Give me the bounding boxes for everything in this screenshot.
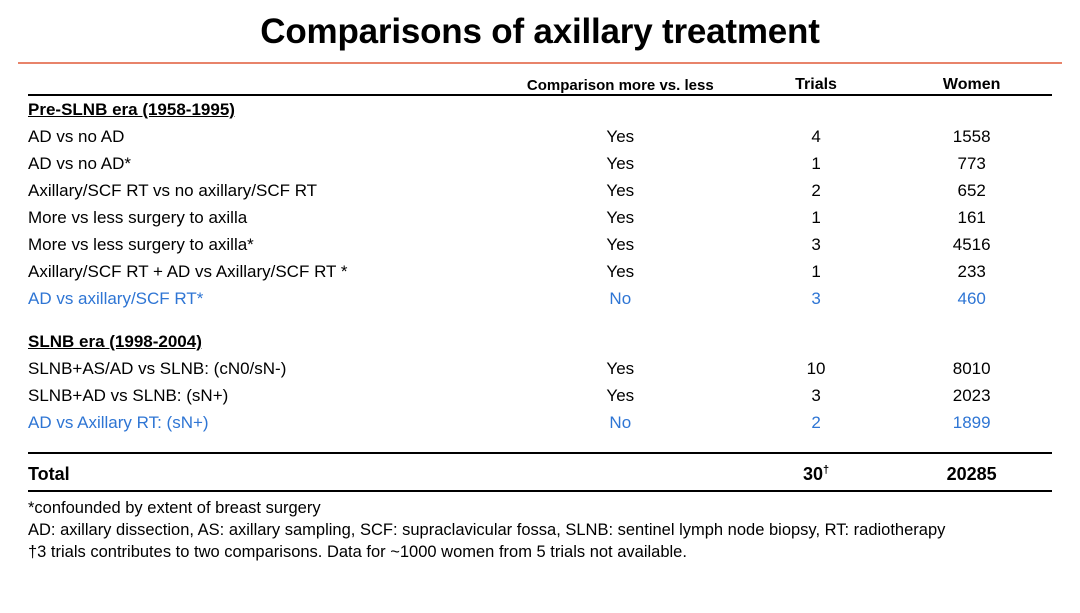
row-label: AD vs no AD* <box>28 154 131 173</box>
row-comparison: No <box>609 413 632 432</box>
row-comparison: Yes <box>606 235 635 254</box>
row-comparison: Yes <box>606 359 635 378</box>
row-women: 1558 <box>952 127 991 146</box>
row-comparison: No <box>609 289 632 308</box>
row-comparison: Yes <box>606 208 635 227</box>
row-label: SLNB+AD vs SLNB: (sN+) <box>28 386 229 405</box>
section-heading-slnb: SLNB era (1998-2004) <box>28 332 202 351</box>
row-women: 773 <box>957 154 986 173</box>
row-trials: 1 <box>811 208 821 227</box>
row-trials: 3 <box>811 289 821 308</box>
row-label: Axillary/SCF RT + AD vs Axillary/SCF RT * <box>28 262 348 281</box>
title-divider <box>18 62 1062 64</box>
row-comparison: Yes <box>606 181 635 200</box>
row-women: 8010 <box>952 359 991 378</box>
table-row <box>28 285 1052 312</box>
row-label: Axillary/SCF RT vs no axillary/SCF RT <box>28 181 318 200</box>
section-heading-row <box>28 95 1052 123</box>
table-row <box>28 355 1052 382</box>
section-heading-pre-slnb: Pre-SLNB era (1958-1995) <box>28 100 235 119</box>
row-women: 1899 <box>952 413 991 432</box>
row-trials: 10 <box>806 359 826 378</box>
total-row <box>28 453 1052 491</box>
row-trials: 2 <box>811 413 821 432</box>
footnote-2: AD: axillary dissection, AS: axillary sampling, SCF: supraclavicular fossa, SLNB: sentinel lymph node biopsy, RT: radiotherapy <box>28 520 946 539</box>
table-row <box>28 231 1052 258</box>
row-label: More vs less surgery to axilla <box>28 208 248 227</box>
table-body <box>28 95 1052 491</box>
total-trials <box>741 453 892 491</box>
page-title: Comparisons of axillary treatment <box>260 12 820 51</box>
row-label: AD vs no AD <box>28 127 125 146</box>
total-spacer <box>28 436 1052 453</box>
row-label: AD vs Axillary RT: (sN+) <box>28 413 209 432</box>
header-label <box>28 76 500 95</box>
row-trials: 3 <box>811 235 821 254</box>
row-women: 4516 <box>952 235 991 254</box>
row-trials: 3 <box>811 386 821 405</box>
header-women: Women <box>891 76 1052 95</box>
row-comparison: Yes <box>606 386 635 405</box>
footnote-3: †3 trials contributes to two comparisons. Data for ~1000 women from 5 trials not available. <box>28 542 687 561</box>
comparisons-table <box>28 76 1052 492</box>
row-women: 460 <box>957 289 986 308</box>
table-head <box>28 76 1052 95</box>
table-row <box>28 123 1052 150</box>
row-trials: 1 <box>811 154 821 173</box>
section-spacer <box>28 312 1052 328</box>
table-row <box>28 258 1052 285</box>
total-trials-marker: † <box>823 464 830 476</box>
row-trials: 1 <box>811 262 821 281</box>
row-trials: 4 <box>811 127 821 146</box>
row-women: 652 <box>957 181 986 200</box>
comparisons-table-wrap <box>28 76 1052 492</box>
row-women: 233 <box>957 262 986 281</box>
section-heading-row <box>28 328 1052 355</box>
table-row <box>28 150 1052 177</box>
table-row <box>28 382 1052 409</box>
row-label: SLNB+AS/AD vs SLNB: (cN0/sN-) <box>28 359 287 378</box>
table-row <box>28 177 1052 204</box>
row-label: AD vs axillary/SCF RT* <box>28 289 204 308</box>
row-comparison: Yes <box>606 262 635 281</box>
row-label: More vs less surgery to axilla* <box>28 235 254 254</box>
table-row <box>28 409 1052 436</box>
total-women: 20285 <box>891 453 1052 491</box>
row-comparison: Yes <box>606 154 635 173</box>
table-header-row <box>28 76 1052 95</box>
header-trials: Trials <box>741 76 892 95</box>
footnotes <box>28 498 1052 563</box>
total-label: Total <box>28 453 500 491</box>
row-comparison: Yes <box>606 127 635 146</box>
row-trials: 2 <box>811 181 821 200</box>
row-women: 2023 <box>952 386 991 405</box>
total-trials-value: 30 <box>802 464 823 484</box>
table-row <box>28 204 1052 231</box>
total-comparison <box>500 453 741 491</box>
row-women: 161 <box>957 208 986 227</box>
footnote-1: *confounded by extent of breast surgery <box>28 499 321 517</box>
header-comparison: Comparison more vs. less <box>500 76 741 95</box>
